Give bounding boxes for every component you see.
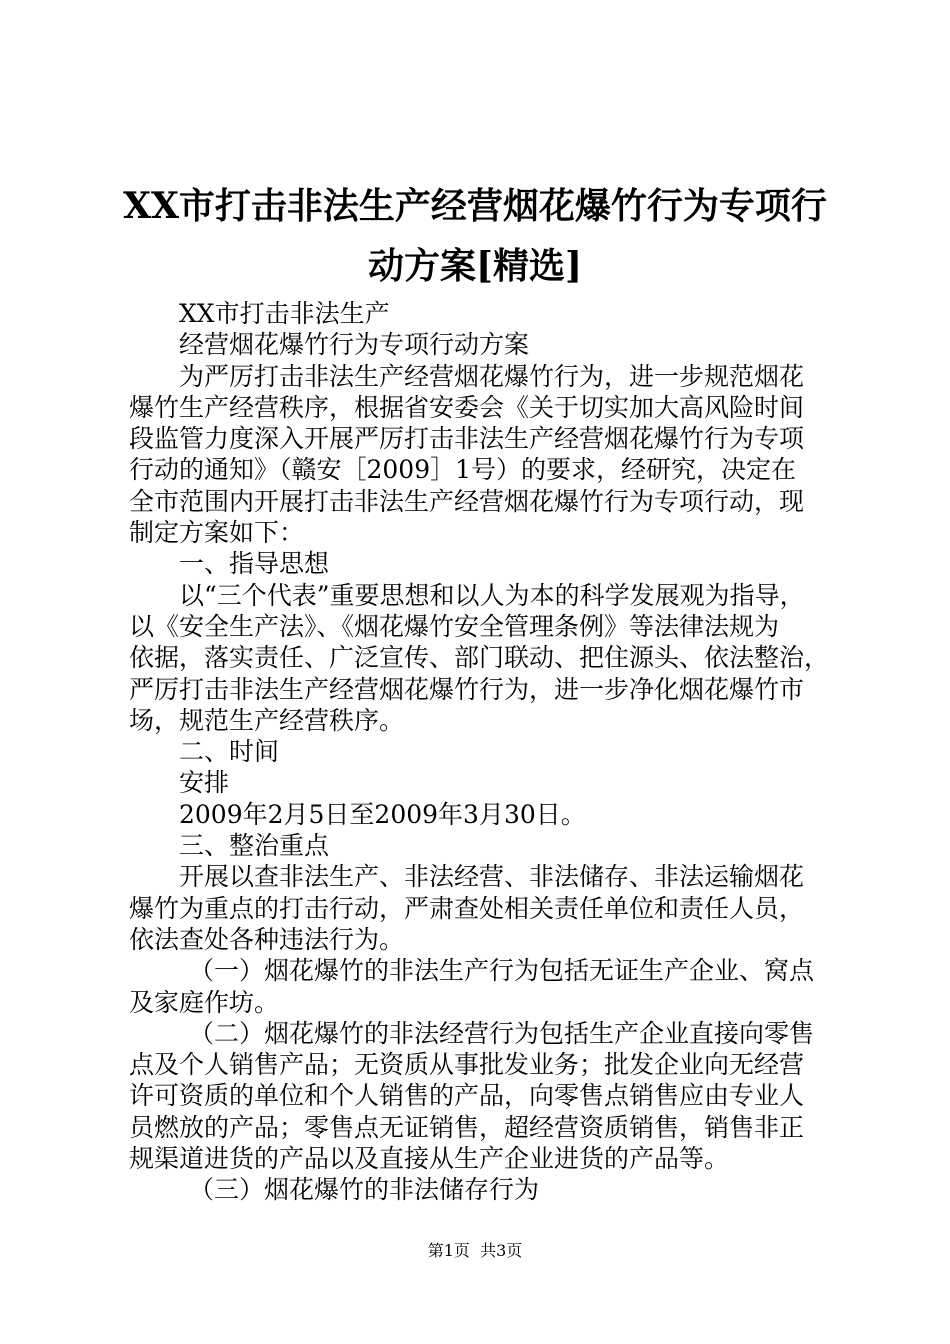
body-text-line: 为严厉打击非法生产经营烟花爆竹行为，进一步规范烟花	[179, 361, 805, 391]
body-text-line: 爆竹生产经营秩序，根据省安委会《关于切实加大高风险时间	[129, 392, 805, 422]
body-text-line: 员燃放的产品；零售点无证销售，超经营资质销售，销售非正	[129, 1112, 805, 1142]
body-text-line: 点及个人销售产品；无资质从事批发业务；批发企业向无经营	[129, 1050, 805, 1080]
body-text-line: 三、整治重点	[179, 831, 330, 861]
body-text-line: 依据，落实责任、广泛宣传、部门联动、把住源头、依法整治，	[129, 643, 830, 673]
body-text-line: 制定方案如下：	[129, 518, 305, 548]
body-text-line: 经营烟花爆竹行为专项行动方案	[179, 330, 530, 360]
page-footer: 第1页 共3页	[427, 1241, 523, 1260]
body-text-line: 规渠道进货的产品以及直接从生产企业进货的产品等。	[129, 1144, 730, 1174]
body-text-line: 段监管力度深入开展严厉打击非法生产经营烟花爆竹行为专项	[129, 424, 805, 454]
body-text-line: 安排	[179, 768, 230, 798]
document-title-line-2: 动方案[精选]	[367, 245, 583, 287]
body-text-line: 全市范围内开展打击非法生产经营烟花爆竹行为专项行动，现	[129, 486, 805, 516]
body-text-line: 行动的通知》（赣安［2009］1号）的要求，经研究，决定在	[129, 455, 797, 485]
document-body	[129, 298, 839, 1206]
body-text-line: （一）烟花爆竹的非法生产行为包括无证生产企业、窝点	[189, 956, 815, 986]
body-text-line: 一、指导思想	[179, 549, 330, 579]
body-text-line: 严厉打击非法生产经营烟花爆竹行为，进一步净化烟花爆竹市	[129, 674, 805, 704]
document-title-line-1: XX市打击非法生产经营烟花爆竹行为专项行	[123, 185, 827, 227]
body-text-line: XX市打击非法生产	[179, 299, 390, 328]
body-text-line: 依法查处各种违法行为。	[129, 924, 405, 954]
body-text-line: 爆竹为重点的打击行动，严肃查处相关责任单位和责任人员，	[129, 893, 805, 923]
body-text-line: 以《安全生产法》、《烟花爆竹安全管理条例》等法律法规为	[129, 611, 780, 641]
body-text-line: （二）烟花爆竹的非法经营行为包括生产企业直接向零售	[189, 1018, 815, 1048]
body-text-line: 以“三个代表”重要思想和以人为本的科学发展观为指导，	[179, 580, 805, 610]
body-text-line: 及家庭作坊。	[129, 987, 280, 1017]
body-text-line: 2009年2月5日至2009年3月30日。	[179, 799, 586, 829]
body-text-line: 二、时间	[179, 737, 280, 767]
body-text-line: 开展以查非法生产、非法经营、非法储存、非法运输烟花	[179, 862, 805, 892]
body-text-line: （三）烟花爆竹的非法储存行为	[189, 1175, 540, 1205]
body-text-line: 场，规范生产经营秩序。	[129, 705, 405, 735]
body-text-line: 许可资质的单位和个人销售的产品，向零售点销售应由专业人	[129, 1081, 805, 1111]
